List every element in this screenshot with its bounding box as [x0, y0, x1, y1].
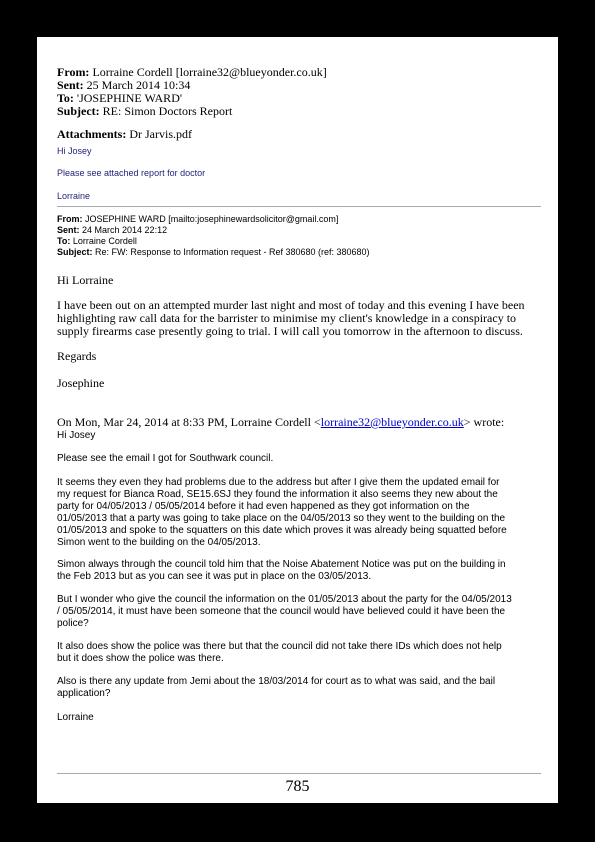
document-page: [37, 37, 558, 803]
sent-value-2: 24 March 2014 22:12: [82, 225, 168, 235]
paragraph-line: party for 04/05/2013 / 05/05/2014 before it had even happened as they got information on the: [57, 501, 470, 512]
quoted-paragraph-1: Please see the email I got for Southwark council.: [57, 453, 274, 464]
body-line: supply firearms case presently going to trial. I will call you tomorrow in the afternoon to discuss.: [57, 324, 523, 338]
body-line: I have been out on an attempted murder last night and most of today and this evening I have been: [57, 298, 525, 312]
from-label-2: From:: [57, 214, 83, 224]
paragraph-line: But I wonder who give the council the information on the 01/05/2013 about the party for the 04/05/2013: [57, 594, 512, 605]
paragraph-line: Simon always through the council told him that the Noise Abatement Notice was put on the building in: [57, 559, 506, 570]
paragraph-line: but it does show the police was there.: [57, 653, 224, 664]
to-value: 'JOSEPHINE WARD': [76, 91, 183, 105]
message-2-signature: Josephine: [57, 376, 105, 390]
subject-label: Subject:: [57, 104, 100, 118]
paragraph-line: / 05/05/2014, it must have been someone that the council would have believed could it have been the: [57, 606, 506, 617]
paragraph-line: Also is there any update from Jemi about the 18/03/2014 for court as to what was said, and the bail: [57, 676, 496, 687]
header-divider: [57, 206, 541, 207]
quoted-paragraph-4: [57, 594, 545, 630]
message-2-closing: Regards: [57, 349, 97, 363]
to-value-2: Lorraine Cordell: [72, 236, 137, 246]
body-line: highlighting raw call data for the barrister to minimise my client's knowledge in a conspiracy to: [57, 311, 517, 325]
paragraph-line: my request for Bianca Road, SE15.6SJ they found the information it also seems they new about the: [57, 489, 498, 500]
reply-1-signature: Lorraine: [57, 191, 91, 201]
quoted-paragraph-5: [57, 641, 545, 665]
reply-1-body: Please see attached report for doctor: [57, 168, 206, 178]
message-2-greeting: Hi Lorraine: [57, 273, 114, 287]
quoted-intro-text: On Mon, Mar 24, 2014 at 8:33 PM, Lorraine Cordell <: [57, 415, 321, 429]
email-header-1: [57, 66, 545, 141]
quoted-intro-suffix: > wrote:: [463, 415, 505, 429]
to-label-2: To:: [57, 236, 71, 246]
sent-value: 25 March 2014 10:34: [86, 78, 191, 92]
paragraph-line: 01/05/2013 that a party was going to take place on the 04/05/2013 so they went to the building on the: [57, 513, 506, 524]
paragraph-line: Simon went to the building on the 04/05/2013.: [57, 537, 261, 548]
email-header-2: [57, 214, 545, 258]
footer-divider: [57, 773, 541, 774]
attachment-file[interactable]: Dr Jarvis.pdf: [129, 127, 192, 141]
paragraph-line: application?: [57, 688, 111, 699]
quoted-paragraph-6: [57, 676, 545, 700]
subject-label-2: Subject:: [57, 247, 93, 257]
subject-value: RE: Simon Doctors Report: [102, 104, 233, 118]
paragraph-line: the Feb 2013 but as you can see it was put in place on the 03/05/2013.: [57, 571, 372, 582]
subject-value-2: Re: FW: Response to Information request - Ref 380680 (ref: 380680): [95, 247, 370, 257]
paragraph-line: It seems they even they had problems due to the address but after I give them the updated email for: [57, 477, 500, 488]
sent-label-2: Sent:: [57, 225, 80, 235]
sender-email-link[interactable]: lorraine32@blueyonder.co.uk: [320, 415, 464, 429]
from-label: From:: [57, 65, 90, 79]
paragraph-line: It also does show the police was there but that the council did not take there IDs which does not help: [57, 641, 502, 652]
quoted-paragraph-2: [57, 477, 545, 549]
paragraph-line: 01/05/2013 and spoke to the squatters on this date which proves it was already being squatted before: [57, 525, 507, 536]
quoted-signature: Lorraine: [57, 712, 94, 723]
from-value: Lorraine Cordell [lorraine32@blueyonder.co.uk]: [92, 65, 327, 79]
to-label: To:: [57, 91, 74, 105]
from-value-2: JOSEPHINE WARD [mailto:josephinewardsolicitor@gmail.com]: [85, 214, 339, 224]
sent-label: Sent:: [57, 78, 84, 92]
quoted-paragraph-3: [57, 559, 545, 583]
attachments-label: Attachments:: [57, 127, 127, 141]
message-2-body: [57, 299, 545, 338]
paragraph-line: police?: [57, 618, 89, 629]
page-number: 785: [285, 778, 310, 795]
quoted-greeting: Hi Josey: [57, 430, 96, 441]
quoted-intro: [57, 416, 545, 429]
reply-1-greeting: Hi Josey: [57, 146, 92, 156]
